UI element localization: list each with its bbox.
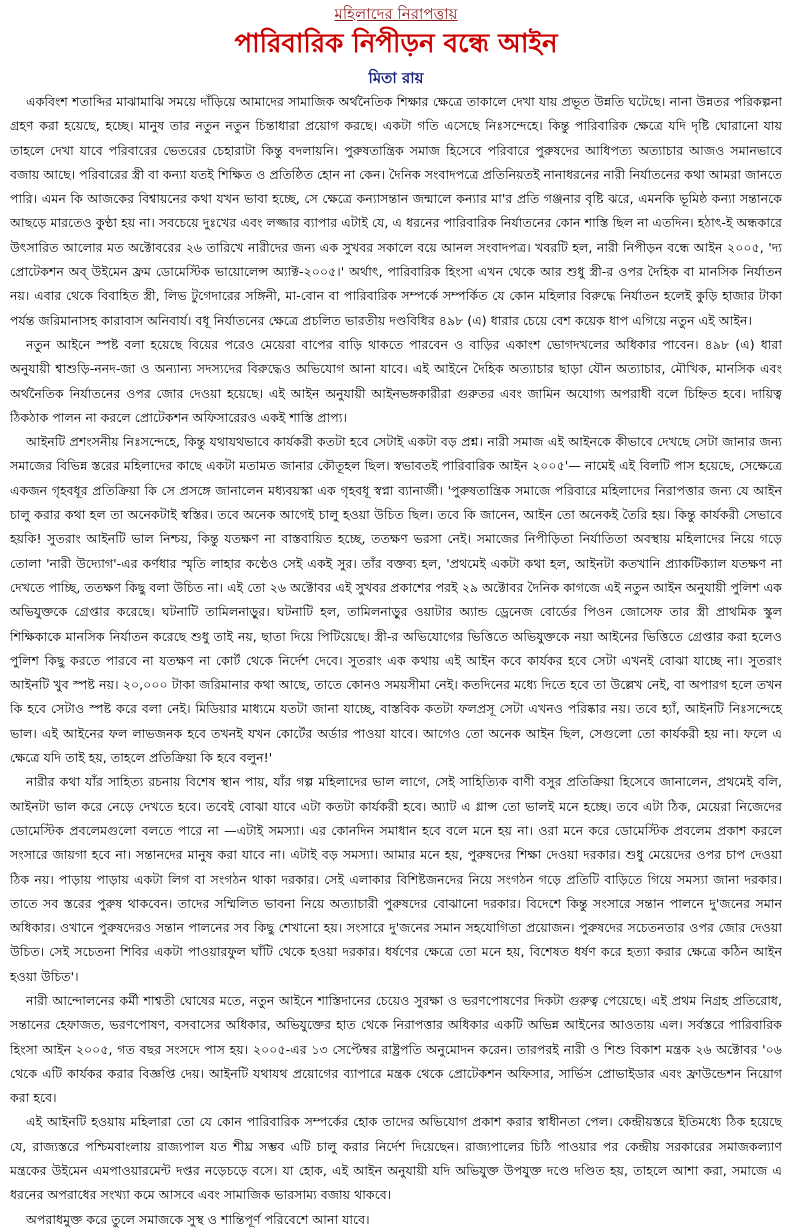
article-body — [10, 90, 782, 1232]
article-paragraph-6: এই আইনটি হওয়ায় মহিলারা তো যে কোন পারিবারিক সম্পর্কের হোক তাদের অভিযোগ প্রকাশ করার স্বাধীনতা পেল। কেন্দ্রীয়স্তরে ইতিমধ্যে ঠিক হয়েছে যে, রাজ্যস্তরে পশ্চিমবাংলায় রাজ্যপাল যত শীঘ্র সম্ভব এটি চালু করার নির্দেশ দিয়েছেন। রাজ্যপালের চিঠি পাওয়ার পর কেন্দ্রীয় সরকারের সমাজকল্যাণ মন্ত্রকের উইমেন এমপাওয়ারমেন্ট দপ্তর নড়েচড়ে বসে। যা হোক, এই আইন অনুযায়ী যদি অভিযুক্ত উপযুক্ত দণ্ডে দণ্ডিত হয়, তাহলে আশা করা, সমাজে এ ধরনের অপরাধের সংখ্যা কমে আসবে এবং সামাজিক ভারসাম্য বজায় থাকবে। — [10, 1114, 782, 1203]
kicker-text: মহিলাদের নিরাপত্তায় — [334, 5, 458, 23]
article-paragraph-2: নতুন আইনে স্পষ্ট বলা হয়েছে বিয়ের পরেও মেয়েরা বাপের বাড়ি থাকতে পারবেন ও বাড়ির একাংশ ভোগদখলের অধিকার পাবেন। ৪৯৮ (এ) ধারা অনুযায়ী শ্বাশুড়ি-ননদ-জা ও অন্যান্য সদস্যদের বিরুদ্ধেও অভিযোগ আনা যাবে। এই আইনে দৈহিক অত্যাচার ছাড়া যৌন অত্যাচার, মৌখিক, মানসিক এবং অর্থনৈতিক নির্যাতনের ওপর জোর দেওয়া হয়েছে। এই আইন অনুযায়ী আইনভঙ্গকারীরা গুরুতর এবং জামিন অযোগ্য অপরাধী বলে চিহ্নিত হবে। দায়িত্ব ঠিকঠাক পালন না করলে প্রোটেকশন অফিসারেরও একই শাস্তি প্রাপ্য। — [10, 336, 782, 425]
article-paragraph-7: অপরাধমুক্ত করে তুলে সমাজকে সুস্থ ও শান্তিপূর্ণ পরিবেশে আনা যাবে। — [26, 1211, 370, 1227]
article-paragraph-1: একবিংশ শতাব্দির মাঝামাঝি সময়ে দাঁড়িয়ে আমাদের সামাজিক অর্থনৈতিক শিক্ষার ক্ষেত্রে তাকালে দেখা যায় প্রভূত উন্নতি ঘটেছে। নানা উন্নতর পরিকল্পনা গ্রহণ করা হয়েছে, হচ্ছে। মানুষ তার নতুন নতুন চিন্তাধারা প্রয়োগ করছে। একটা গতি এসেছে নিঃসন্দেহে। কিন্তু পারিবারিক ক্ষেত্রে যদি দৃষ্টি ঘোরানো যায় তাহলে দেখা যাবে পরিবারের ভেতরের চেহারাটা কিন্তু বদলায়নি। পুরুষতান্ত্রিক সমাজ হিসেবে পরিবারে পুরুষদের আধিপত্য অত্যাচার আজও সমানভাবে বজায় আছে। পরিবারের স্ত্রী বা কন্যা যতই শিক্ষিত ও প্রতিষ্ঠিত হোন না কেন। দৈনিক সংবাদপত্রে প্রতিনিয়তই নানাধরনের নারী নির্যাতনের কথা আমরা জানতে পারি। এমন কি আজকের বিশ্বায়নের কথা যখন ভাবা হচ্ছে, সে ক্ষেত্রে কন্যাসন্তান জন্মালে কন্যার মা'র প্রতি গঞ্জনার বৃষ্টি ঝরে, এমনকি ভূমিষ্ঠ কন্যা সন্তানকে আছড়ে মারতেও কুণ্ঠা হয় না। সবচেয়ে দুঃখের এবং লজ্জার ব্যাপার এটাই যে, এ ধরনের পারিবারিক নির্যাতনের কোন শাস্তি ছিল না এতদিন। হঠাৎ-ই অন্ধকারে উৎসারিত আলোর মত অক্টোবরের ২৬ তারিখে নারীদের জন্য এক সুখবর সকালে বয়ে আনল সংবাদপত্র। খবরটি হল, নারী নিপীড়ন বন্ধে আইন ২০০৫, 'দ্য প্রোটেকশন অব্ উইমেন ফ্রম ডোমেস্টিক ভায়োলেন্স অ্যাক্ট-২০০৫।' অর্থাৎ, পারিবারিক হিংসা এখন থেকে আর শুধু স্ত্রী-র ওপর দৈহিক বা মানসিক নির্যাতন নয়। এবার থেকে বিবাহিত স্ত্রী, লিভ টুগেদারের সঙ্গিনী, মা-বোন বা পারিবারিক সম্পর্কে সম্পর্কিত যে কোন মহিলার বিরুদ্ধে নির্যাতন হলেই কুড়ি হাজার টাকা পর্যন্ত জরিমানাসহ কারাবাস অনিবার্য। বধূ নির্যাতনের ক্ষেত্রে প্রচলিত ভারতীয় দণ্ডবিধির ৪৯৮ (এ) ধারার চেয়ে বেশ কয়েক ধাপ এগিয়ে নতুন এই আইন। — [10, 94, 782, 328]
article-paragraph-3: আইনটি প্রশংসনীয় নিঃসন্দেহে, কিন্তু যথাযথভাবে কার্যকরী কতটা হবে সেটাই একটা বড় প্রশ্ন। নারী সমাজ এই আইনকে কীভাবে দেখছে সেটা জানার জন্য সমাজের বিভিন্ন স্তরের মহিলাদের কাছে একটা মতামত জানার কৌতূহল ছিল। স্বভাবতই পারিবারিক আইন ২০০৫'— নামেই এই বিলটি পাস হয়েছে, সেক্ষেত্রে একজন গৃহবধূর প্রতিক্রিয়া কি সে প্রসঙ্গে জানালেন মধ্যবয়স্কা এক গৃহবধূ স্বপ্না ব্যানার্জী। 'পুরুষতান্ত্রিক সমাজে পরিবারে মহিলাদের নিরাপত্তার জন্য যে আইন চালু করার কথা হল তা অনেকটাই স্বস্তির। তবে অনেক আগেই চালু হওয়া উচিত ছিল। তবে কি জানেন, আইন তো অনেকই তৈরি হয়। কিন্তু কার্যকরী সেভাবে হয়কি! সুতরাং আইনটি ভাল নিশ্চয়, কিন্তু যতক্ষণ না বাস্তবায়িত হচ্ছে, ততক্ষণ ভরসা নেই। সমাজের নিপীড়িতা নির্যাতিতা অবস্থায় মহিলাদের নিয়ে গড়ে তোলা 'নারী উদ্যোগ'-এর কর্ণধার স্মৃতি লাহার কণ্ঠেও সেই একই সুর। তাঁর বক্তব্য হল, 'প্রথমেই একটা কথা হল, আইনটা কতখানি প্র্যাকটিক্যাল যতক্ষণ না দেখতে পাচ্ছি, ততক্ষণ কিছু বলা উচিত না। এই তো ২৬ অক্টোবর এই সুখবর প্রকাশের পরই ২৯ অক্টোবর দৈনিক কাগজে এই নতুন আইন অনুযায়ী পুলিশ এক অভিযুক্তকে গ্রেপ্তার করেছে। ঘটনাটি তামিলনাড়ুর। ঘটনাটি হল, তামিলনাড়ুর ওয়াটার অ্যান্ড ড্রেনেজ বোর্ডের পিওন জোসেফ তার স্ত্রী প্রাথমিক স্কুল শিক্ষিকাকে মানসিক নির্যাতন করেছে শুধু তাই নয়, ছাতা দিয়ে পিটিয়েছে। স্ত্রী-র অভিযোগের ভিত্তিতে অভিযুক্তকে নয়া আইনের ভিত্তিতে গ্রেপ্তার করা হলেও পুলিশ কিছু করতে পারবে না যতক্ষণ না কোর্ট থেকে নির্দেশ দেবে। সুতরাং এক কথায় এই আইন কবে কার্যকর হবে সেটা এখনই বোঝা যাচ্ছে না। সুতরাং আইনটি খুব স্পষ্ট নয়। ২০,০০০ টাকা জরিমানার কথা আছে, তাতে কোনও সময়সীমা নেই। কতদিনের মধ্যে দিতে হবে তা উল্লেখ নেই, বা অপারগ হলে তখন কি হবে সেটাও স্পষ্ট করে বলা নেই। মিডিয়ার মাধ্যমে যতটা জানা যাচ্ছে, বাস্তবিক কতটা ফলপ্রসূ সেটা এখনও পরিষ্কার নয়। তবে হ্যাঁ, আইনটি নিঃসন্দেহে ভাল। এই আইনের ফল লাভজনক হবে তখনই যখন কোর্টের অর্ডার পাওয়া যাবে। আগেও তো অনেক আইন ছিল, সেগুলো তো কার্যকরী হয় না। ফলে এ ক্ষেত্রে যদি তাই হয়, তাহলে প্রতিক্রিয়া কি হবে বলুন!' — [10, 434, 783, 766]
article-kicker — [10, 4, 782, 24]
article-paragraph-4: নারীর কথা যাঁর সাহিত্য রচনায় বিশেষ স্থান পায়, যাঁর গল্প মহিলাদের ভাল লাগে, সেই সাহিত্যিক বাণী বসুর প্রতিক্রিয়া হিসেবে জানালেন, প্রথমেই বলি, আইনটা ভাল করে নেড়ে দেখতে হবে। তবেই বোঝা যাবে এটা কতটা কার্যকরী হবে। অ্যাট এ গ্লান্স তো ভালই মনে হচ্ছে। তবে এটা ঠিক, মেয়েরা নিজেদের ডোমেস্টিক প্রবলেমগুলো বলতে পারে না —এটাই সমস্যা। এর কোনদিন সমাধান হবে বলে মনে হয় না। ওরা মনে করে ডোমেস্টিক প্রবলেম প্রকাশ করলে সংসারে জায়গা হবে না। সন্তানদের মানুষ করা যাবে না। এটাই বড় সমস্যা। আমার মনে হয়, পুরুষদের শিক্ষা দেওয়া দরকার। শুধু মেয়েদের ওপর চাপ দেওয়া ঠিক নয়। পাড়ায় পাড়ায় একটা লিগ বা সংগঠন থাকা দরকার। সেই এলাকার বিশিষ্টজনদের নিয়ে সংগঠন গড়ে প্রতিটি বাড়িতে গিয়ে সমস্যা জানা দরকার। তাতে সব স্তরের পুরুষ থাকবেন। তাদের সম্মিলিত ভাবনা নিয়ে অত্যাচারী পুরুষদের বোঝানো দরকার। বিদেশে কিন্তু সংসারে সন্তান পালনে দু'জনের সমান অধিকার। ওখানে পুরুষদেরও সন্তান পালনের সব কিছু শেখানো হয়। সংসারে দু'জনের সমান সহযোগিতা প্রয়োজন। পুরুষদের সচেতনতার ওপর জোর দেওয়া উচিত। সেই সচেতনা শিবির একটা পাওয়ারফুল ঘাঁটি থেকে হওয়া দরকার। ধর্ষণের ক্ষেত্রে তো মনে হয়, বিশেষত ধর্ষণ করে হত্যা করার ক্ষেত্রে কঠিন আইন হওয়া উচিত'। — [10, 774, 782, 984]
article-headline: পারিবারিক নিপীড়ন বন্ধে আইন — [234, 29, 558, 59]
article-byline: মিতা রায় — [368, 69, 424, 87]
article-paragraph-5: নারী আন্দোলনের কর্মী শাশ্বতী ঘোষের মতে, নতুন আইনে শাস্তিদানের চেয়েও সুরক্ষা ও ভরণপোষণের দিকটা গুরুত্ব পেয়েছে। এই প্রথম নিগ্রহ প্রতিরোধ, সন্তানের হেফাজত, ভরণপোষণ, বসবাসের অধিকার, অভিযুক্তের হাত থেকে নিরাপত্তার অধিকার একটি অভিন্ন আইনের আওতায় এল। সর্বস্তরে পারিবারিক হিংসা আইন ২০০৫, গত বছর সংসদে পাস হয়। ২০০৫-এর ১৩ সেপ্টেম্বর রাষ্ট্রপতি অনুমোদন করেন। তারপরই নারী ও শিশু বিকাশ মন্ত্রক ২৬ অক্টোবর '০৬ থেকে এটি কার্যকর করার বিজ্ঞপ্তি দেয়। আইনটি যথাযথ প্রয়োগের ব্যাপারে মন্ত্রক থেকে প্রোটেকশন অফিসার, সার্ভিস প্রোভাইডার এবং ফ্রাউন্ডেশন নিয়োগ করা হবে। — [10, 992, 782, 1106]
